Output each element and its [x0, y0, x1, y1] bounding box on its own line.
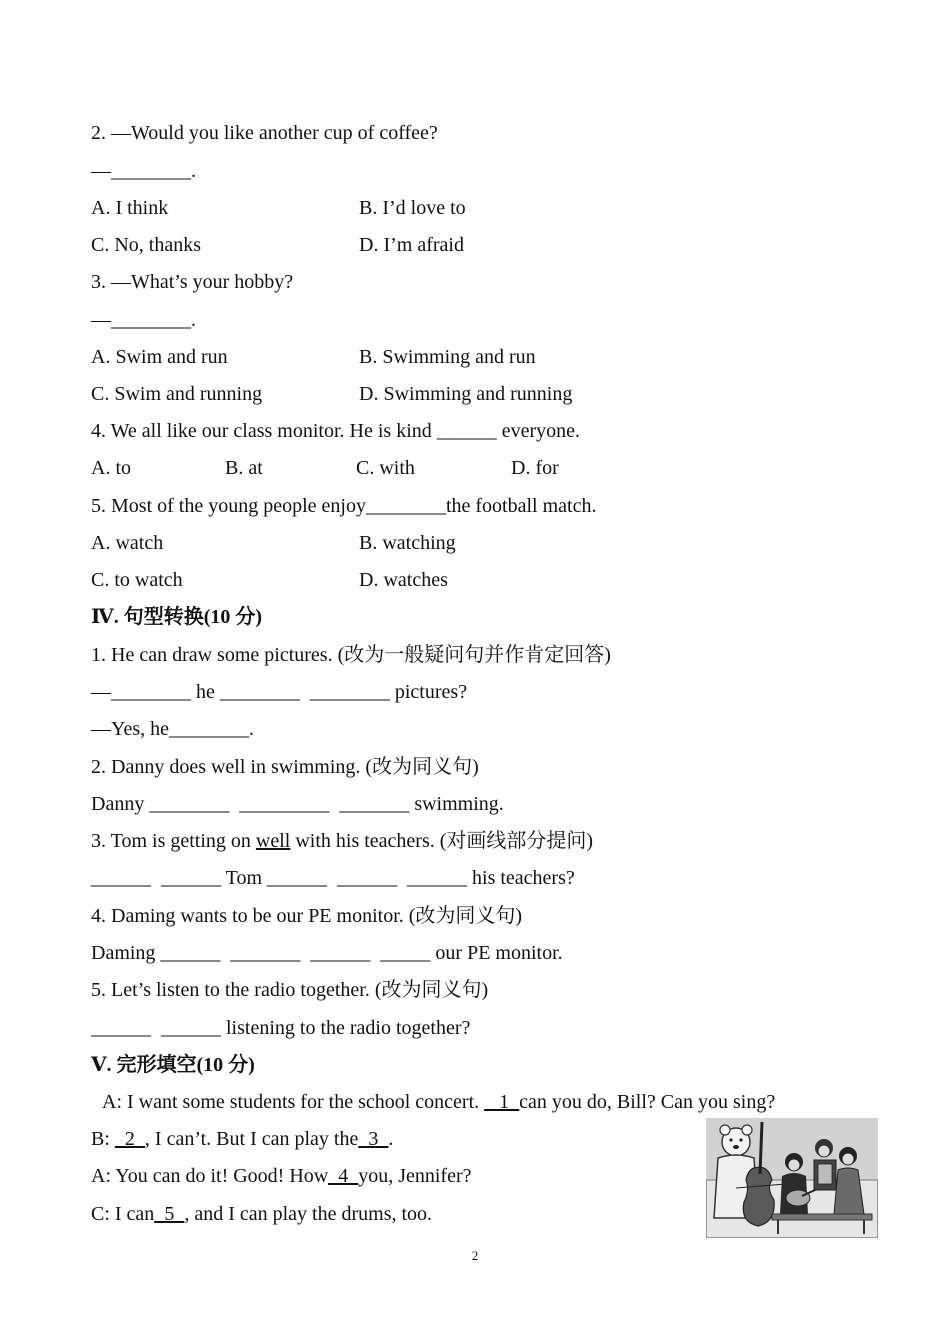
q4-option-d: D. for — [511, 457, 559, 479]
s4-item3-prompt — [91, 828, 593, 854]
cloze-blank-5: _5_ — [154, 1203, 185, 1225]
cloze-blank-2: _2_ — [114, 1128, 145, 1150]
s4-item3-prompt-start: 3. Tom is getting on — [91, 830, 256, 852]
q3-option-d: D. Swimming and running — [359, 383, 573, 405]
q4-option-c: C. with — [356, 457, 415, 479]
q4-stem: 4. We all like our class monitor. He is kind ______ everyone. — [91, 420, 581, 442]
cloze-blank-1: _1_ — [484, 1091, 520, 1113]
q2-option-d: D. I’m afraid — [359, 234, 464, 256]
cloze-line-3-text: A: You can do it! Good! How — [91, 1165, 329, 1187]
q2-option-c: C. No, thanks — [91, 234, 201, 256]
q2-answer-blank: —________. — [91, 160, 196, 182]
q4-option-b: B. at — [225, 457, 263, 479]
q2-stem: 2. —Would you like another cup of coffee? — [91, 122, 438, 144]
s4-item2-prompt: 2. Danny does well in swimming. (改为同义句) — [91, 756, 479, 778]
cloze-line-1-text: A: I want some students for the school concert. — [102, 1091, 485, 1113]
s4-item2-blanks: Danny ________ _________ _______ swimming. — [91, 793, 504, 815]
cloze-line-3-text-end: you, Jennifer? — [358, 1165, 472, 1187]
q5-option-b: B. watching — [359, 532, 456, 554]
cloze-line-2-text-mid: , I can’t. But I can play the — [144, 1128, 359, 1150]
q5-option-a: A. watch — [91, 532, 164, 554]
s4-item5-prompt: 5. Let’s listen to the radio together. (改为同义句) — [91, 979, 489, 1001]
q3-option-b: B. Swimming and run — [359, 346, 536, 368]
cloze-line-4-text: C: I can — [91, 1203, 155, 1225]
s4-item1-question-blanks: —________ he ________ ________ pictures? — [91, 681, 468, 703]
cloze-line-3 — [91, 1163, 472, 1189]
cloze-line-4-text-end: , and I can play the drums, too. — [184, 1203, 433, 1225]
q3-option-c: C. Swim and running — [91, 383, 263, 405]
cloze-line-1 — [102, 1089, 775, 1115]
q3-answer-blank: —________. — [91, 309, 196, 331]
s4-item1-prompt: 1. He can draw some pictures. (改为一般疑问句并作肯定回答) — [91, 644, 611, 666]
cloze-line-2-text: B: — [91, 1128, 115, 1150]
section4-heading: Ⅳ. 句型转换(10 分) — [91, 606, 263, 628]
s4-item4-prompt: 4. Daming wants to be our PE monitor. (改为同义句) — [91, 905, 523, 927]
q5-option-d: D. watches — [359, 569, 448, 591]
s4-item3-blanks: ______ ______ Tom ______ ______ ______ his teachers? — [91, 867, 575, 889]
q5-stem: 5. Most of the young people enjoy________the football match. — [91, 495, 597, 517]
q3-stem: 3. —What’s your hobby? — [91, 271, 294, 293]
page-number: 2 — [471, 1248, 479, 1263]
section5-heading: Ⅴ. 完形填空(10 分) — [91, 1054, 255, 1076]
s4-item5-blanks: ______ ______ listening to the radio together? — [91, 1017, 471, 1039]
cloze-line-2 — [91, 1126, 393, 1152]
cloze-blank-3: _3_ — [358, 1128, 389, 1150]
q2-option-a: A. I think — [91, 197, 169, 219]
cloze-blank-4: _4_ — [328, 1165, 359, 1187]
band-illustration — [706, 1118, 878, 1238]
q5-option-c: C. to watch — [91, 569, 183, 591]
cloze-line-2-text-end: . — [388, 1128, 394, 1150]
cloze-line-1-text-end: can you do, Bill? Can you sing? — [519, 1091, 776, 1113]
s4-item3-underlined-word: well — [255, 830, 291, 852]
s4-item4-blanks: Daming ______ _______ ______ _____ our PE monitor. — [91, 942, 563, 964]
q2-option-b: B. I’d love to — [359, 197, 466, 219]
q4-option-a: A. to — [91, 457, 131, 479]
s4-item1-answer-blank: —Yes, he________. — [91, 718, 254, 740]
q3-option-a: A. Swim and run — [91, 346, 228, 368]
cloze-line-4 — [91, 1201, 432, 1227]
s4-item3-prompt-end: with his teachers. (对画线部分提问) — [290, 830, 594, 852]
